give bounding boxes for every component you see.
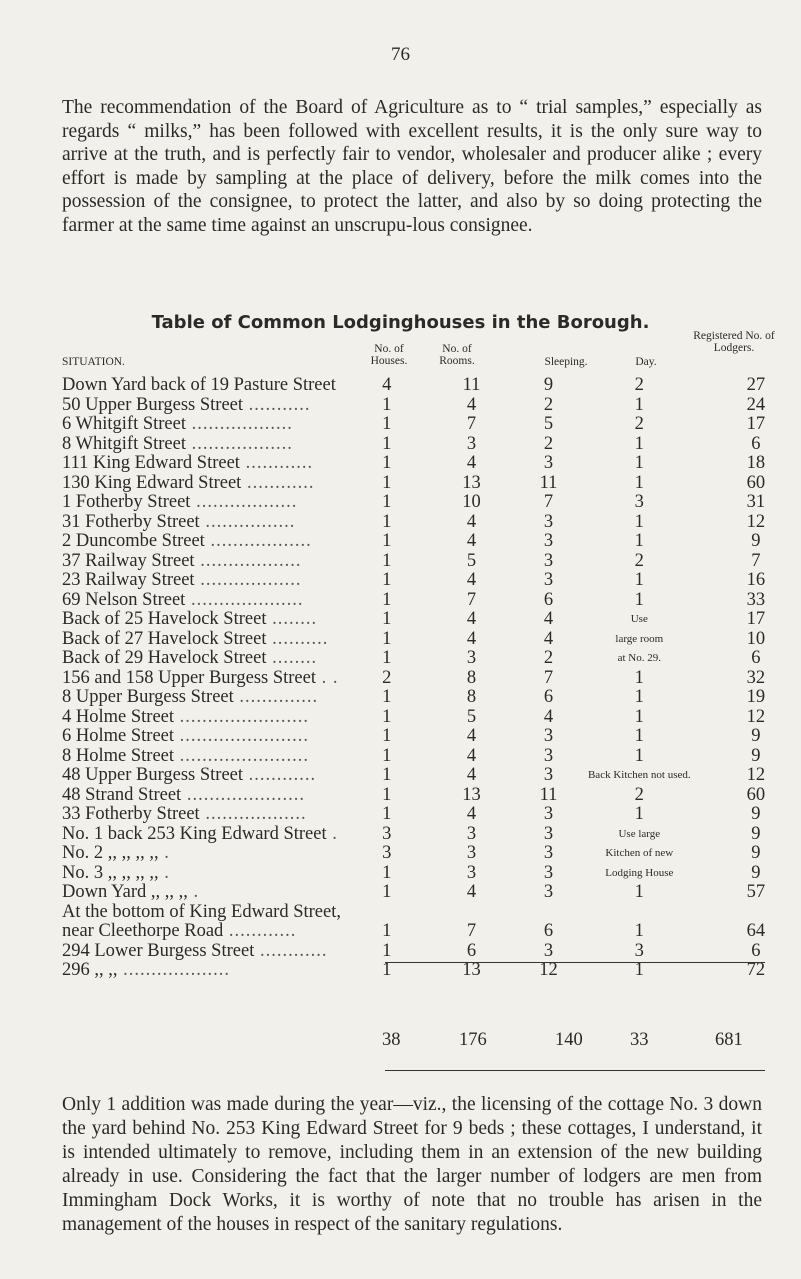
situation-cell [62, 883, 378, 903]
situation-text: 8 Upper Burgess Street [62, 688, 234, 708]
leader-dots: .................. [186, 434, 293, 454]
situation-text: No. 2 ,, ,, ,, ,, [62, 844, 159, 864]
lodgers-cell: 60 [746, 472, 766, 493]
leader-dots: . [158, 844, 170, 864]
closing-paragraph: Only 1 addition was made during the year—viz., the licensing of the cottage No. 3 down the yard behind No. 253 King Edward Street for 9 beds ; these cottages, I understand, it is intended ultimately to remove, including them in an extension of the new building already in use. Considering the fact that the larger number of lodgers are men from Immingham Dock Works, it is worthy of note that no trouble has arisen in the management of the houses in respect of the sanitary regulations. [62, 1094, 762, 1235]
situation-cell [62, 513, 378, 533]
rooms-cell: 8 [466, 667, 477, 688]
rooms-cell: 6 [466, 940, 477, 961]
table-row [62, 883, 801, 903]
table-title: Table of Common Lodginghouses in the Borough. [151, 312, 650, 333]
lodgers-cell: 27 [746, 375, 766, 396]
day-cell: Use [630, 613, 648, 626]
situation-text: 48 Strand Street [62, 785, 182, 805]
total-houses: 38 [382, 1030, 401, 1050]
houses-cell: 1 [382, 862, 392, 883]
sleeping-cell: 6 [543, 921, 554, 942]
sleeping-cell: 3 [543, 940, 554, 961]
day-cell: 1 [634, 511, 644, 532]
lodginghouse-table [62, 376, 801, 981]
situation-cell [62, 727, 378, 747]
total-day: 33 [630, 1030, 649, 1050]
rooms-cell: 11 [462, 375, 481, 396]
day-cell: at No. 29. [617, 652, 661, 665]
leader-dots: .................. [199, 805, 307, 825]
header-sleeping: Sleeping. [544, 356, 588, 368]
leader-dots: ............ [223, 922, 297, 942]
day-cell: 2 [634, 784, 644, 805]
situation-cell [62, 747, 378, 767]
day-cell: 1 [634, 453, 644, 474]
situation-text: Down Yard back of 19 Pasture Street [62, 376, 336, 396]
day-cell: 1 [634, 570, 644, 591]
houses-cell: 1 [382, 433, 392, 454]
situation-text: 50 Upper Burgess Street [62, 395, 244, 415]
day-cell: 1 [634, 667, 644, 688]
table-row [62, 786, 801, 806]
situation-text: 23 Railway Street [62, 571, 195, 591]
intro-paragraph: The recommendation of the Board of Agriculture as to “ trial samples,” especially as regards “ milks,” has been followed with excellent results, it is the only sure way to arrive at the truth, and is perfectly fair to vendor, wholesaler and producer alike ; every effort is made by sampling at the place of delivery, before the milk comes into the possession of the consignee, to protect the latter, and also by so doing protecting the farmer at the same time against an unscrupu-lous consignee. [62, 97, 762, 236]
day-cell: 1 [634, 531, 644, 552]
leader-dots: ....................... [174, 727, 310, 747]
day-cell: 1 [634, 687, 644, 708]
situation-cell [62, 942, 378, 962]
leader-dots: ....................... [174, 707, 310, 727]
total-rooms: 176 [459, 1030, 487, 1050]
lodgers-cell: 33 [746, 589, 766, 610]
day-cell: 1 [634, 589, 644, 610]
lodgers-cell: 9 [751, 804, 761, 825]
rooms-cell: 10 [462, 492, 481, 513]
situation-text: Back of 25 Havelock Street [62, 610, 267, 630]
lodgers-cell: 7 [751, 550, 761, 571]
table-row [62, 961, 801, 981]
situation-text: 48 Upper Burgess Street [62, 766, 244, 786]
lodgers-cell: 64 [746, 921, 766, 942]
rooms-cell: 4 [466, 609, 477, 630]
totals-rule-bottom [385, 1070, 765, 1071]
table-row [62, 903, 801, 923]
day-cell: Lodging House [605, 866, 674, 879]
houses-cell: 1 [382, 589, 392, 610]
situation-cell [62, 669, 378, 689]
rooms-cell: 13 [462, 472, 481, 493]
table-row [62, 493, 801, 513]
houses-cell: 1 [382, 550, 392, 571]
sleeping-cell: 2 [543, 394, 554, 415]
lodgers-cell: 31 [746, 492, 766, 513]
sleeping-cell: 3 [543, 550, 554, 571]
lodgers-cell: 24 [746, 394, 766, 415]
houses-cell: 1 [382, 414, 392, 435]
table-row [62, 844, 801, 864]
situation-cell [62, 415, 378, 435]
rooms-cell: 4 [466, 511, 477, 532]
header-rooms: No. of Rooms. [439, 343, 475, 367]
lodgers-cell: 16 [746, 570, 766, 591]
day-cell: 1 [634, 472, 644, 493]
sleeping-cell: 11 [539, 784, 558, 805]
day-cell: 1 [634, 882, 644, 903]
lodgers-cell: 19 [746, 687, 766, 708]
leader-dots: ....................... [174, 746, 310, 766]
table-row [62, 669, 801, 689]
houses-cell: 1 [382, 648, 392, 669]
situation-text: 1 Fotherby Street [62, 493, 191, 513]
situation-cell [62, 474, 378, 494]
situation-cell [62, 532, 378, 552]
situation-cell [62, 630, 378, 650]
rooms-cell: 3 [466, 843, 477, 864]
situation-text: No. 1 back 253 King Edward Street [62, 824, 327, 844]
lodgers-cell: 6 [751, 433, 761, 454]
sleeping-cell: 3 [543, 823, 554, 844]
houses-cell: 1 [382, 882, 392, 903]
sleeping-cell: 3 [543, 862, 554, 883]
situation-text: At the bottom of King Edward Street, [62, 902, 341, 922]
situation-cell [62, 552, 378, 572]
totals-rule-top [385, 962, 765, 963]
situation-text: Down Yard ,, ,, ,, [62, 883, 188, 903]
sleeping-cell: 3 [543, 804, 554, 825]
rooms-cell: 4 [466, 453, 477, 474]
rooms-cell: 4 [466, 394, 477, 415]
houses-cell: 1 [382, 531, 392, 552]
table-row [62, 513, 801, 533]
sleeping-cell: 7 [543, 667, 554, 688]
houses-cell: 1 [382, 472, 392, 493]
situation-cell [62, 708, 378, 728]
page-number: 76 [391, 44, 410, 65]
situation-cell [62, 825, 378, 845]
header-situation: SITUATION. [62, 356, 125, 368]
table-row [62, 825, 801, 845]
houses-cell: 1 [382, 921, 392, 942]
rooms-cell: 4 [466, 765, 477, 786]
houses-cell: 1 [382, 492, 392, 513]
houses-cell: 1 [382, 804, 392, 825]
lodgers-cell: 17 [746, 414, 766, 435]
houses-cell: 1 [382, 940, 392, 961]
lodgers-cell: 9 [751, 726, 761, 747]
situation-cell [62, 922, 378, 942]
situation-cell [62, 396, 378, 416]
table-body [62, 376, 801, 981]
rooms-cell: 13 [462, 960, 481, 981]
rooms-cell: 4 [466, 745, 477, 766]
rooms-cell: 13 [462, 784, 481, 805]
table-row [62, 727, 801, 747]
lodgers-cell: 6 [751, 648, 761, 669]
houses-cell [378, 903, 434, 923]
lodgers-cell: 9 [751, 745, 761, 766]
rooms-cell: 3 [466, 433, 477, 454]
lodgers-cell: 17 [746, 609, 766, 630]
day-cell: 2 [634, 414, 644, 435]
situation-text: 8 Whitgift Street [62, 434, 186, 454]
houses-cell: 1 [382, 628, 392, 649]
header-houses: No. of Houses. [370, 343, 408, 367]
sleeping-cell: 3 [543, 882, 554, 903]
situation-cell [62, 844, 378, 864]
situation-text: Back of 27 Havelock Street [62, 629, 267, 649]
rooms-cell: 5 [466, 706, 477, 727]
rooms-cell: 7 [466, 589, 477, 610]
lodgers-cell: 9 [751, 843, 761, 864]
lodgers-cell [691, 903, 801, 923]
sleeping-cell: 9 [543, 375, 554, 396]
table-row [62, 942, 801, 962]
leader-dots: ........ [266, 610, 318, 630]
situation-text: Back of 29 Havelock Street [62, 649, 267, 669]
situation-cell [62, 805, 378, 825]
rooms-cell: 4 [466, 882, 477, 903]
houses-cell: 1 [382, 745, 392, 766]
table-row [62, 474, 801, 494]
leader-dots: .................. [194, 551, 302, 571]
rooms-cell: 3 [466, 862, 477, 883]
leader-dots: ............ [254, 941, 328, 961]
table-row [62, 649, 801, 669]
rooms-cell: 4 [466, 804, 477, 825]
leader-dots: ............ [239, 454, 314, 474]
table-row [62, 747, 801, 767]
situation-text: 4 Holme Street [62, 707, 175, 727]
sleeping-cell: 3 [543, 765, 554, 786]
situation-text: 31 Fotherby Street [62, 512, 200, 532]
situation-cell [62, 688, 378, 708]
sleeping-cell: 2 [543, 648, 554, 669]
total-lodgers: 681 [715, 1030, 743, 1050]
day-cell: 1 [634, 433, 644, 454]
houses-cell: 3 [382, 843, 392, 864]
leader-dots: .................. [190, 493, 298, 513]
sleeping-cell: 3 [543, 453, 554, 474]
houses-cell: 4 [382, 375, 392, 396]
day-cell: 3 [634, 492, 644, 513]
houses-cell: 1 [382, 706, 392, 727]
sleeping-cell: 3 [543, 511, 554, 532]
rooms-cell: 4 [466, 726, 477, 747]
houses-cell: 2 [382, 667, 392, 688]
table-row [62, 435, 801, 455]
table-row [62, 610, 801, 630]
lodgers-cell: 32 [746, 667, 766, 688]
situation-text: 37 Railway Street [62, 551, 195, 571]
leader-dots: ............ [241, 473, 315, 493]
day-cell: 1 [634, 921, 644, 942]
leader-dots: .................. [186, 415, 293, 435]
leader-dots: . . [316, 668, 339, 688]
table-row [62, 591, 801, 611]
rooms-cell: 4 [466, 570, 477, 591]
situation-cell [62, 571, 378, 591]
situation-cell [62, 864, 378, 884]
leader-dots: .................. [194, 571, 302, 591]
table-row [62, 805, 801, 825]
day-cell: 2 [634, 375, 644, 396]
situation-text: 2 Duncombe Street [62, 532, 205, 552]
table-row [62, 630, 801, 650]
lodgers-cell: 12 [746, 511, 766, 532]
situation-text: 130 King Edward Street [62, 473, 242, 493]
day-cell: 1 [634, 706, 644, 727]
leader-dots: . [326, 824, 338, 844]
houses-cell: 1 [382, 394, 392, 415]
lodgers-cell: 72 [746, 960, 766, 981]
day-cell: Kitchen of new [605, 847, 674, 860]
situation-cell [62, 376, 378, 396]
houses-cell: 1 [382, 511, 392, 532]
table-row [62, 415, 801, 435]
rooms-cell: 3 [466, 648, 477, 669]
day-cell: 1 [634, 960, 644, 981]
houses-cell: 1 [382, 726, 392, 747]
sleeping-cell: 2 [543, 433, 554, 454]
rooms-cell: 3 [466, 823, 477, 844]
situation-cell [62, 903, 378, 923]
day-cell: 1 [634, 745, 644, 766]
leader-dots: .................. [204, 532, 312, 552]
situation-text: 6 Whitgift Street [62, 415, 186, 435]
day-cell: Back Kitchen not used. [587, 769, 691, 782]
table-row [62, 454, 801, 474]
houses-cell: 1 [382, 765, 392, 786]
leader-dots: ........... [243, 395, 311, 415]
table-row [62, 571, 801, 591]
houses-cell: 1 [382, 570, 392, 591]
situation-cell [62, 591, 378, 611]
table-row [62, 864, 801, 884]
lodgers-cell: 9 [751, 531, 761, 552]
day-cell: 3 [634, 940, 644, 961]
situation-cell [62, 610, 378, 630]
lodgers-cell: 12 [746, 765, 766, 786]
leader-dots: ........ [266, 649, 318, 669]
sleeping-cell [509, 903, 588, 923]
leader-dots: .......... [266, 629, 329, 649]
sleeping-cell: 3 [543, 726, 554, 747]
houses-cell: 1 [382, 609, 392, 630]
lodgers-cell: 12 [746, 706, 766, 727]
sleeping-cell: 4 [543, 628, 554, 649]
lodgers-cell: 18 [746, 453, 766, 474]
lodgers-cell: 9 [751, 862, 761, 883]
houses-cell: 1 [382, 687, 392, 708]
situation-cell [62, 454, 378, 474]
situation-cell [62, 961, 378, 981]
houses-cell: 3 [382, 823, 392, 844]
table-row [62, 396, 801, 416]
table-row [62, 532, 801, 552]
table-row [62, 922, 801, 942]
rooms-cell: 7 [466, 921, 477, 942]
lodgers-cell: 9 [751, 823, 761, 844]
situation-text: 33 Fotherby Street [62, 805, 200, 825]
table-row [62, 766, 801, 786]
total-sleeping: 140 [555, 1030, 583, 1050]
rooms-cell: 5 [466, 550, 477, 571]
houses-cell: 1 [382, 784, 392, 805]
day-cell: 1 [634, 804, 644, 825]
situation-text: near Cleethorpe Road [62, 922, 224, 942]
rooms-cell [434, 903, 509, 923]
header-day: Day. [635, 356, 657, 368]
sleeping-cell: 12 [539, 960, 558, 981]
sleeping-cell: 3 [543, 745, 554, 766]
situation-text: 156 and 158 Upper Burgess Street [62, 668, 316, 688]
sleeping-cell: 7 [543, 492, 554, 513]
situation-cell [62, 766, 378, 786]
situation-text: 111 King Edward Street [62, 454, 240, 474]
sleeping-cell: 11 [539, 472, 558, 493]
leader-dots: . [158, 863, 170, 883]
leader-dots: ..................... [181, 785, 305, 805]
sleeping-cell: 4 [543, 609, 554, 630]
situation-cell [62, 649, 378, 669]
sleeping-cell: 6 [543, 687, 554, 708]
leader-dots: .................... [185, 590, 304, 610]
sleeping-cell: 6 [543, 589, 554, 610]
leader-dots: . [187, 883, 200, 903]
sleeping-cell: 3 [543, 531, 554, 552]
day-cell: 2 [634, 550, 644, 571]
sleeping-cell: 5 [543, 414, 554, 435]
leader-dots: ................ [199, 512, 296, 532]
situation-text: 8 Holme Street [62, 746, 175, 766]
day-cell: 1 [634, 394, 644, 415]
header-lodgers: Registered No. of Lodgers. [693, 330, 775, 354]
rooms-cell: 8 [466, 687, 477, 708]
situation-text: 69 Nelson Street [62, 590, 186, 610]
situation-text: 296 ,, ,, [62, 961, 118, 981]
situation-text: 294 Lower Burgess Street [62, 941, 255, 961]
table-row [62, 708, 801, 728]
lodgers-cell: 10 [746, 628, 766, 649]
situation-text: 6 Holme Street [62, 727, 175, 747]
lodgers-cell: 57 [746, 882, 766, 903]
situation-cell [62, 493, 378, 513]
situation-cell [62, 435, 378, 455]
houses-cell: 1 [382, 453, 392, 474]
leader-dots: .............. [233, 688, 319, 708]
situation-cell [62, 786, 378, 806]
situation-text: No. 3 ,, ,, ,, ,, [62, 863, 159, 883]
sleeping-cell: 4 [543, 706, 554, 727]
leader-dots: ............ [243, 766, 317, 786]
rooms-cell: 4 [466, 531, 477, 552]
day-cell [588, 903, 691, 923]
table-row [62, 552, 801, 572]
leader-dots: ................... [117, 961, 230, 981]
sleeping-cell: 3 [543, 843, 554, 864]
rooms-cell: 7 [466, 414, 477, 435]
lodgers-cell: 6 [751, 940, 761, 961]
houses-cell: 1 [382, 960, 392, 981]
day-cell: large room [615, 632, 664, 645]
day-cell: Use large [618, 827, 661, 840]
day-cell: 1 [634, 726, 644, 747]
table-row [62, 376, 801, 396]
sleeping-cell: 3 [543, 570, 554, 591]
rooms-cell: 4 [466, 628, 477, 649]
table-row [62, 688, 801, 708]
lodgers-cell: 60 [746, 784, 766, 805]
